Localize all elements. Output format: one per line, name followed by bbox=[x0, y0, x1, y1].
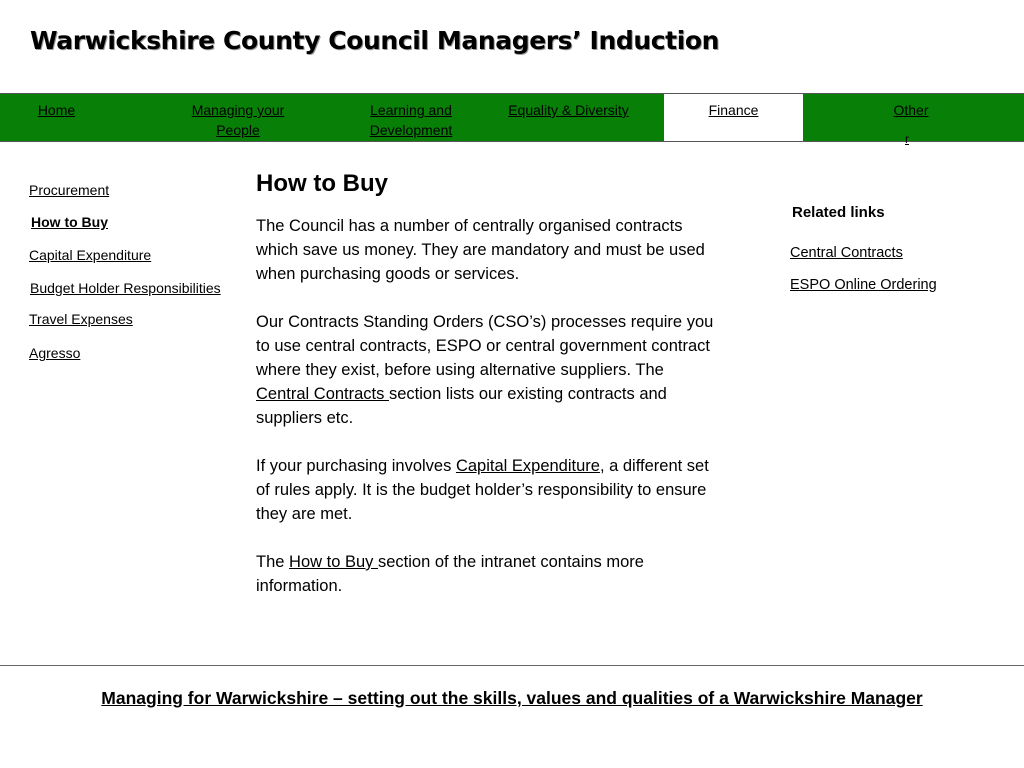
tab-home[interactable] bbox=[0, 94, 113, 141]
related-links-title: Related links bbox=[792, 204, 885, 221]
tab-other-link[interactable]: Other bbox=[893, 102, 929, 118]
tab-managing-your-people-link[interactable]: Managing your People bbox=[191, 102, 285, 138]
tab-learning-and-development[interactable] bbox=[350, 94, 472, 141]
site-title: Warwickshire County Council Managers’ Induction bbox=[30, 26, 720, 55]
central-contracts-link[interactable]: Central Contracts bbox=[256, 385, 389, 403]
paragraph-cso bbox=[256, 310, 716, 430]
related-link-central-contracts[interactable]: Central Contracts bbox=[790, 245, 903, 261]
sidebar-item-agresso[interactable]: Agresso bbox=[29, 345, 81, 361]
tab-home-link[interactable]: Home bbox=[37, 102, 76, 118]
related-link-espo-online-ordering[interactable]: ESPO Online Ordering bbox=[790, 277, 937, 293]
text: If your purchasing involves bbox=[256, 457, 456, 475]
text: Our Contracts Standing Orders (CSO’s) processes require you to use central contracts, ESPO or central government contract where they exist, before using alternative suppliers. The bbox=[256, 313, 714, 379]
tab-finance-link[interactable]: Finance bbox=[708, 102, 759, 118]
main-content bbox=[256, 214, 716, 622]
main-navigation bbox=[0, 93, 1024, 142]
sidebar-item-budget-holder-responsibilities[interactable]: Budget Holder Responsibilities bbox=[30, 280, 221, 296]
tab-finance[interactable] bbox=[664, 94, 803, 141]
tab-equality-diversity[interactable] bbox=[496, 94, 641, 141]
sidebar-item-how-to-buy[interactable]: How to Buy bbox=[31, 214, 108, 230]
tab-managing-your-people[interactable] bbox=[168, 94, 308, 141]
text: section of the intranet contains more information. bbox=[256, 553, 644, 595]
paragraph-capital-expenditure bbox=[256, 454, 716, 526]
text: The bbox=[256, 553, 290, 571]
sidebar-item-capital-expenditure[interactable]: Capital Expenditure bbox=[29, 247, 152, 263]
paragraph-contracts: The Council has a number of centrally organised contracts which save us money. They are mandatory and must be used when purchasing goods or services. bbox=[256, 217, 705, 283]
text: , a different set of rules apply. It is the budget holder’s responsibility to ensure they are met. bbox=[256, 457, 709, 523]
tab-other[interactable] bbox=[803, 94, 1019, 141]
sidebar-item-travel-expenses[interactable]: Travel Expenses bbox=[29, 311, 133, 327]
tab-equality-diversity-link[interactable]: Equality & Diversity bbox=[508, 102, 629, 118]
paragraph-how-to-buy bbox=[256, 550, 716, 598]
page-heading: How to Buy bbox=[256, 170, 388, 197]
how-to-buy-link[interactable]: How to Buy bbox=[289, 553, 378, 571]
footer-managing-for-warwickshire-link[interactable]: Managing for Warwickshire – setting out the skills, values and qualities of a Warwickshire Manager bbox=[101, 688, 923, 708]
tab-learning-and-development-link[interactable]: Learning and Development bbox=[369, 102, 453, 138]
text: section lists our existing contracts and suppliers etc. bbox=[256, 385, 667, 427]
footer-divider bbox=[0, 665, 1024, 666]
nav-dropdown-glyph[interactable]: r bbox=[905, 132, 909, 146]
capital-expenditure-link[interactable]: Capital Expenditure bbox=[455, 457, 600, 475]
sidebar-item-procurement[interactable]: Procurement bbox=[29, 182, 110, 198]
